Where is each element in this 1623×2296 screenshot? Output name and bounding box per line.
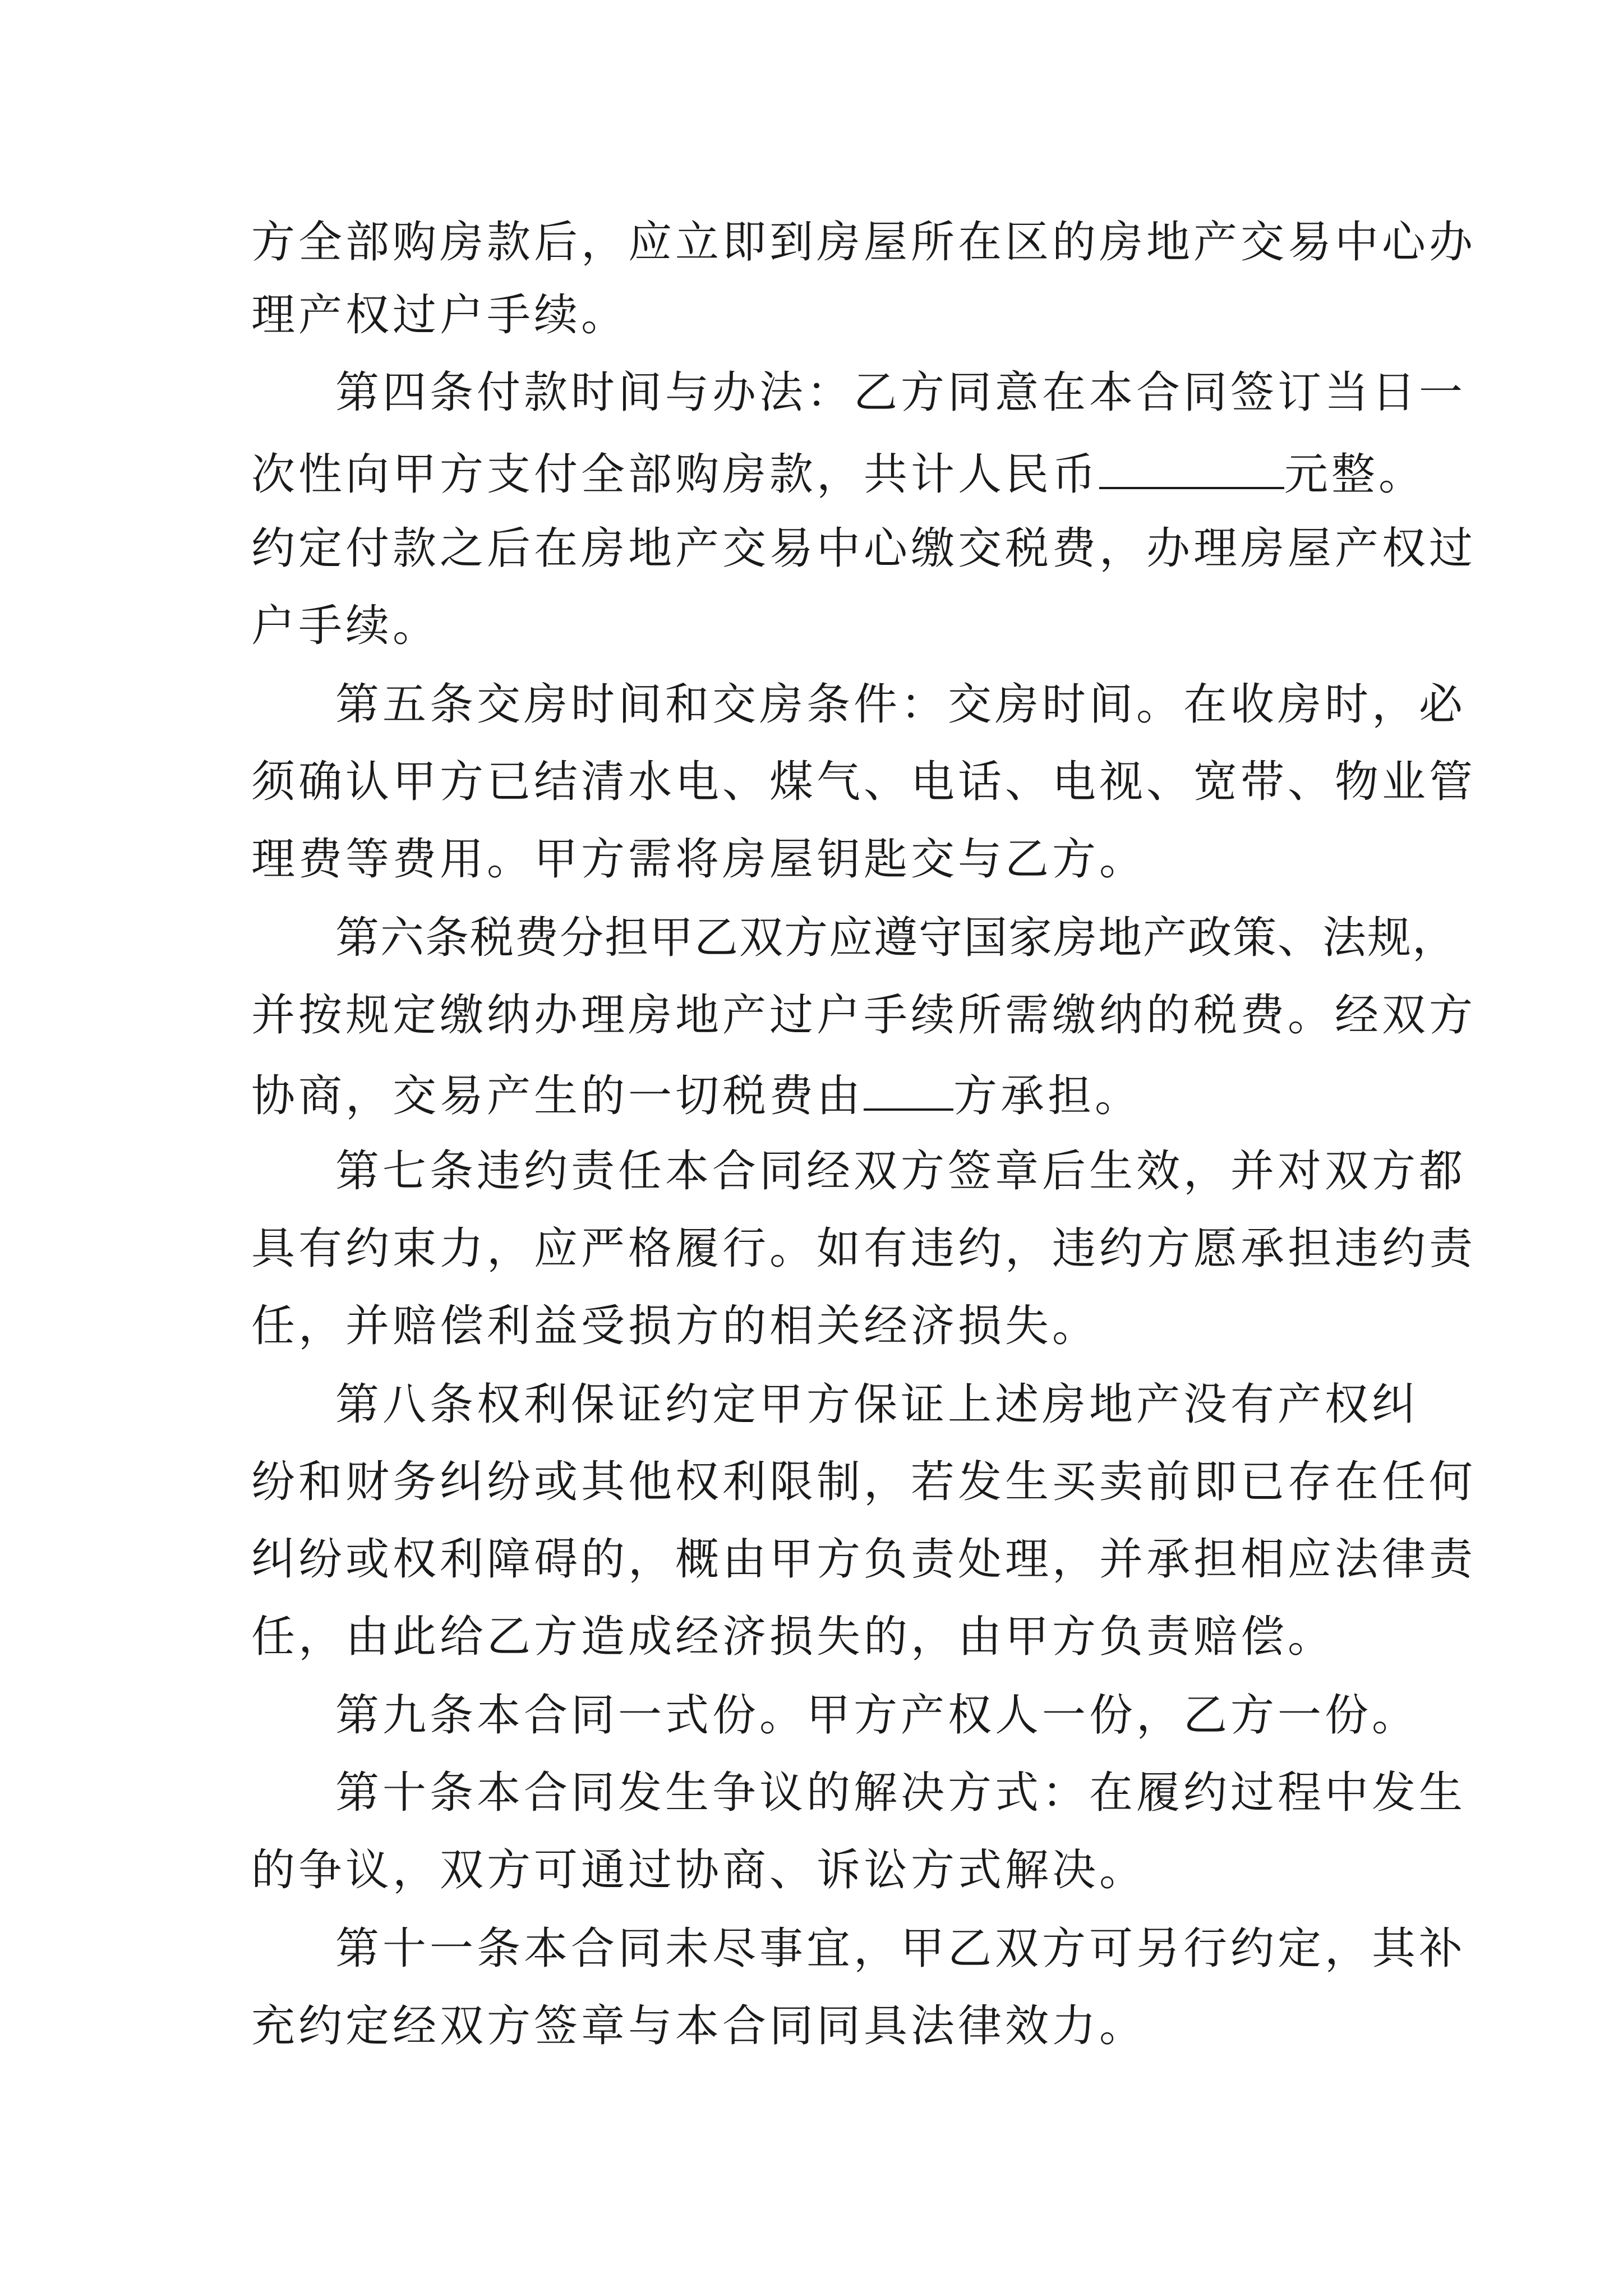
- text-line: 方全部购房款后，应立即到房屋所在区的房地产交易中心办: [251, 217, 1477, 268]
- text-line: 纷和财务纠纷或其他权利限制，若发生买卖前即已存在任何: [251, 1457, 1477, 1507]
- text-segment: 元整。: [1284, 449, 1426, 500]
- text-line: 任，并赔偿利益受损方的相关经济损失。: [251, 1301, 1100, 1351]
- text-line: 具有约束力，应严格履行。如有违约，违约方愿承担违约责: [251, 1223, 1477, 1274]
- text-line-with-blank: [251, 1065, 1142, 1124]
- text-line: 约定付款之后在房地产交易中心缴交税费，办理房屋产权过: [251, 523, 1477, 574]
- text-line: 任，由此给乙方造成经济损失的，由甲方负责赔偿。: [251, 1612, 1335, 1662]
- article-11-heading-line: 第十一条本合同未尽事宜，甲乙双方可另行约定，其补: [335, 1924, 1467, 1974]
- article-4-heading-line: 第四条付款时间与办法：乙方同意在本合同签订当日一: [335, 367, 1467, 418]
- text-segment: 协商，交易产生的一切税费由: [251, 1071, 864, 1121]
- text-line: 户手续。: [251, 601, 440, 651]
- text-line: 理产权过户手续。: [251, 290, 629, 341]
- article-5-heading-line: 第五条交房时间和交房条件：交房时间。在收房时，必: [335, 679, 1467, 730]
- article-6-heading-line: 第六条税费分担甲乙双方应遵守国家房地产政策、法规，: [335, 913, 1458, 963]
- text-line: 并按规定缴纳办理房地产过户手续所需缴纳的税费。经双方: [251, 990, 1477, 1041]
- text-line-with-blank: [251, 443, 1426, 503]
- article-8-heading-line: 第八条权利保证约定甲方保证上述房地产没有产权纠: [335, 1379, 1419, 1430]
- text-line: 的争议，双方可通过协商、诉讼方式解决。: [251, 1845, 1147, 1895]
- text-line: 充约定经双方签章与本合同同具法律效力。: [251, 2001, 1147, 2051]
- article-9-line: 第九条本合同一式份。甲方产权人一份，乙方一份。: [335, 1690, 1419, 1741]
- article-10-heading-line: 第十条本合同发生争议的解决方式：在履约过程中发生: [335, 1768, 1467, 1818]
- article-7-heading-line: 第七条违约责任本合同经双方签章后生效，并对双方都: [335, 1146, 1467, 1197]
- text-segment: 方承担。: [953, 1071, 1142, 1121]
- text-line: 理费等费用。甲方需将房屋钥匙交与乙方。: [251, 834, 1147, 885]
- text-segment: 次性向甲方支付全部购房款，共计人民币: [251, 449, 1100, 500]
- amount-blank: [1099, 443, 1284, 489]
- party-blank: [864, 1065, 953, 1111]
- text-line: 纠纷或权利障碍的，概由甲方负责处理，并承担相应法律责: [251, 1534, 1477, 1585]
- text-line: 须确认甲方已结清水电、煤气、电话、电视、宽带、物业管: [251, 757, 1477, 807]
